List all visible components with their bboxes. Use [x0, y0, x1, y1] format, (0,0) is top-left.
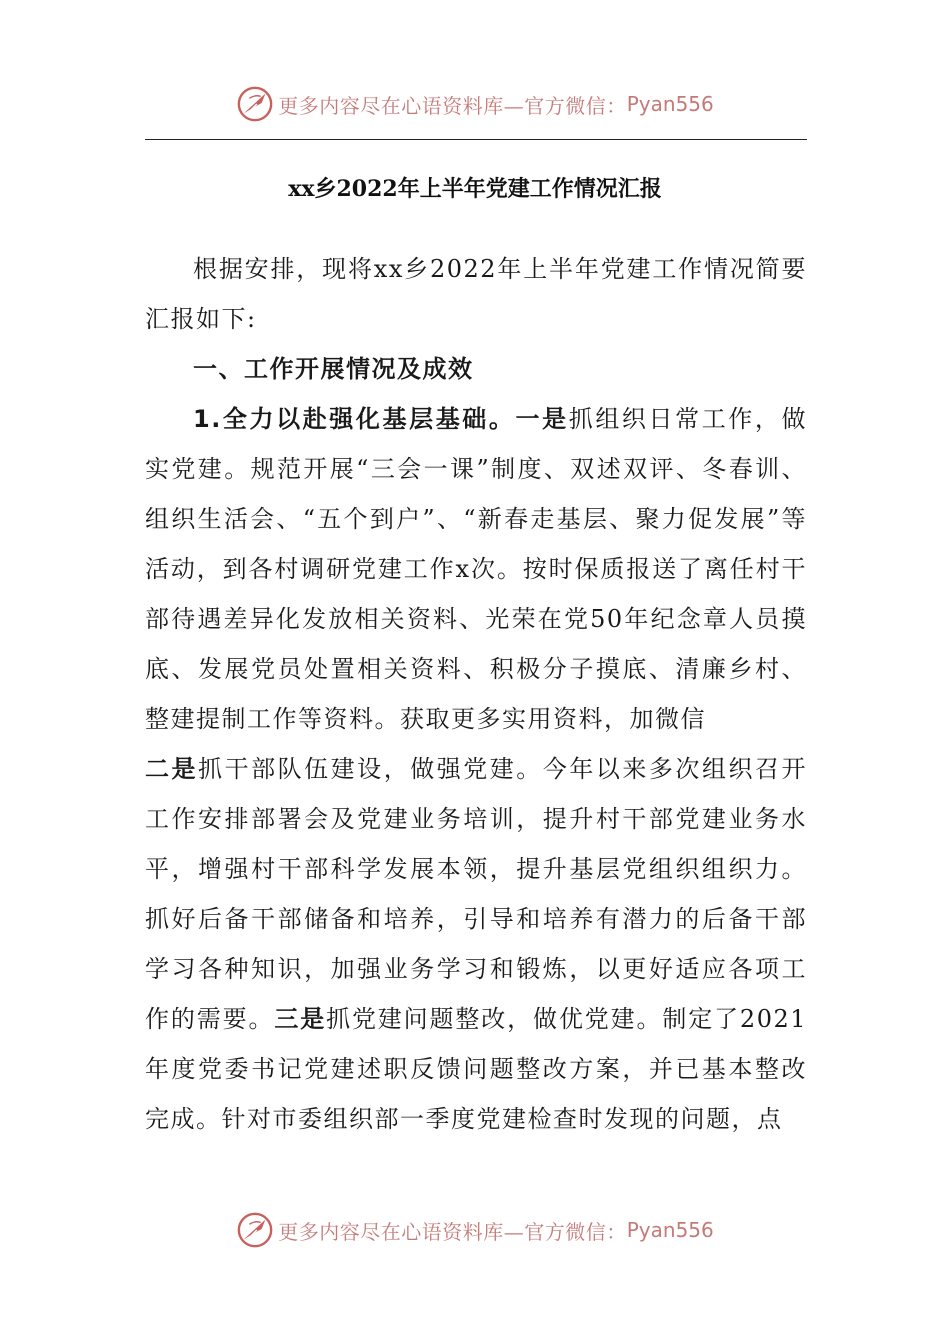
point-marker-1: 一是 [515, 405, 569, 433]
quill-logo-icon [236, 85, 274, 123]
document-body [145, 244, 807, 1144]
watermark-text: 更多内容尽在心语资料库—官方微信： [278, 93, 627, 118]
point-text-3: 抓党建问题整改，做优党建。制定了2021年度党委书记党建述职反馈问题整改方案，并已基本整改完成。针对市委组织部一季度党建检查时发现的问题，点 [145, 1005, 808, 1133]
quill-logo-icon [236, 1211, 274, 1249]
watermark-wechat-handle: Pyan556 [626, 92, 714, 116]
point-marker-2: 二是 [145, 755, 199, 783]
point-marker-3: 三是 [274, 1005, 327, 1033]
header-divider [145, 139, 807, 140]
paragraph-lead: 1.全力以赴强化基层基础。 [193, 405, 516, 433]
intro-paragraph: 根据安排，现将xx乡2022年上半年党建工作情况简要汇报如下: [145, 255, 807, 333]
body-paragraph [145, 394, 807, 1144]
point-text-1: 抓组织日常工作，做实党建。规范开展“三会一课”制度、双述双评、冬春训、组织生活会、“五个到户”、“新春走基层、聚力促发展”等活动，到各村调研党建工作x次。按时保质报送了离任村干部待遇差异化发放相关资料、光荣在党50年纪念章人员摸底、发展党员处置相关资料、积极分子摸底、清廉乡村、整建提制工作等资料。获取更多实用资料，加微信 [145, 405, 808, 733]
watermark-wechat-handle: Pyan556 [626, 1218, 714, 1242]
watermark-text: 更多内容尽在心语资料库—官方微信： [278, 1219, 627, 1244]
section-heading: 一、工作开展情况及成效 [193, 355, 474, 383]
point-text-2: 抓干部队伍建设，做强党建。今年以来多次组织召开工作安排部署会及党建业务培训，提升村干部党建业务水平，增强村干部科学发展本领，提升基层党组织组织力。抓好后备干部储备和培养，引导和培养有潜力的后备干部学习各种知识，加强业务学习和锻炼，以更好适应各项工作的需要。 [145, 755, 808, 1033]
header-watermark-banner [0, 80, 950, 128]
footer-watermark-banner [0, 1206, 950, 1254]
document-title: xx乡2022年上半年党建工作情况汇报 [288, 176, 662, 202]
